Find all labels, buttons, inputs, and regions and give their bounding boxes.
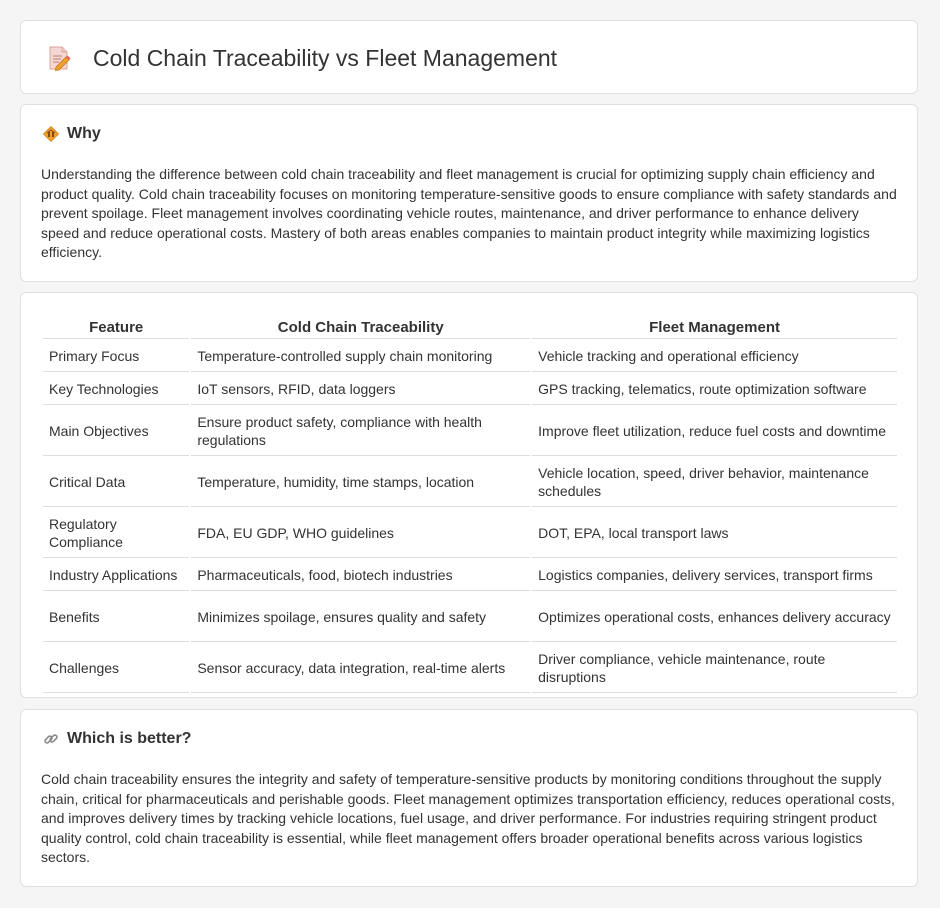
- table-header-row: [43, 315, 897, 339]
- cold-chain-cell: Temperature-controlled supply chain monitoring: [191, 341, 530, 372]
- cold-chain-cell: Minimizes spoilage, ensures quality and safety: [191, 593, 530, 642]
- fleet-cell: Improve fleet utilization, reduce fuel costs and downtime: [532, 407, 897, 456]
- fleet-cell: Vehicle tracking and operational efficiency: [532, 341, 897, 372]
- fleet-cell: Driver compliance, vehicle maintenance, route disruptions: [532, 644, 897, 693]
- table-row: [43, 509, 897, 558]
- table-row: [43, 407, 897, 456]
- diamond-sign-icon: [43, 126, 59, 142]
- why-section: [20, 104, 918, 282]
- table-row: [43, 374, 897, 405]
- which-is-better-section: [20, 709, 918, 887]
- document-pencil-icon: [47, 45, 71, 71]
- why-heading-row: [43, 125, 101, 143]
- feature-cell: Primary Focus: [43, 341, 189, 372]
- fleet-cell: GPS tracking, telematics, route optimization software: [532, 374, 897, 405]
- table-row: [43, 341, 897, 372]
- fleet-cell: DOT, EPA, local transport laws: [532, 509, 897, 558]
- feature-cell: Industry Applications: [43, 560, 189, 591]
- header-feature: Feature: [43, 315, 189, 339]
- fleet-cell: Logistics companies, delivery services, transport firms: [532, 560, 897, 591]
- feature-cell: Regulatory Compliance: [43, 509, 189, 558]
- fleet-cell: Optimizes operational costs, enhances delivery accuracy: [532, 593, 897, 642]
- cold-chain-cell: Sensor accuracy, data integration, real-time alerts: [191, 644, 530, 693]
- cold-chain-cell: Pharmaceuticals, food, biotech industries: [191, 560, 530, 591]
- better-text: Cold chain traceability ensures the integrity and safety of temperature-sensitive products by monitoring conditions throughout the supply chain, critical for pharmaceuticals and perishable goods. Fleet management optimizes transportation efficiency, reduces operational costs, and improves delivery times by tracking vehicle locations, fuel usage, and driver performance. For industries requiring stringent product quality control, cold chain traceability is essential, while fleet management offers broader operational benefits across various logistics sectors.: [41, 771, 895, 866]
- table-row: [43, 560, 897, 591]
- header-card: [20, 20, 918, 94]
- header-cold-chain: Cold Chain Traceability: [191, 315, 530, 339]
- link-icon: [43, 731, 59, 747]
- comparison-table: [41, 313, 899, 695]
- cold-chain-cell: IoT sensors, RFID, data loggers: [191, 374, 530, 405]
- better-heading: Which is better?: [67, 730, 192, 747]
- cold-chain-cell: FDA, EU GDP, WHO guidelines: [191, 509, 530, 558]
- cold-chain-cell: Ensure product safety, compliance with health regulations: [191, 407, 530, 456]
- feature-cell: Challenges: [43, 644, 189, 693]
- better-heading-row: [43, 730, 191, 748]
- title-row: [47, 43, 557, 73]
- table-row: [43, 458, 897, 507]
- feature-cell: Benefits: [43, 593, 189, 642]
- table-row: [43, 644, 897, 693]
- table-row: [43, 593, 897, 642]
- header-fleet: Fleet Management: [532, 315, 897, 339]
- fleet-cell: Vehicle location, speed, driver behavior, maintenance schedules: [532, 458, 897, 507]
- feature-cell: Key Technologies: [43, 374, 189, 405]
- feature-cell: Critical Data: [43, 458, 189, 507]
- why-text: Understanding the difference between cold chain traceability and fleet management is crucial for optimizing supply chain efficiency and product quality. Cold chain traceability focuses on monitoring temperature-sensitive goods to ensure compliance with safety standards and prevent spoilage. Fleet management involves coordinating vehicle routes, maintenance, and driver performance to enhance delivery speed and reduce operational costs. Mastery of both areas enables companies to maintain product integrity while maximizing logistics efficiency.: [41, 166, 897, 261]
- feature-cell: Main Objectives: [43, 407, 189, 456]
- cold-chain-cell: Temperature, humidity, time stamps, location: [191, 458, 530, 507]
- comparison-section: [20, 292, 918, 698]
- why-heading: Why: [67, 125, 101, 142]
- page-title: Cold Chain Traceability vs Fleet Management: [93, 45, 558, 71]
